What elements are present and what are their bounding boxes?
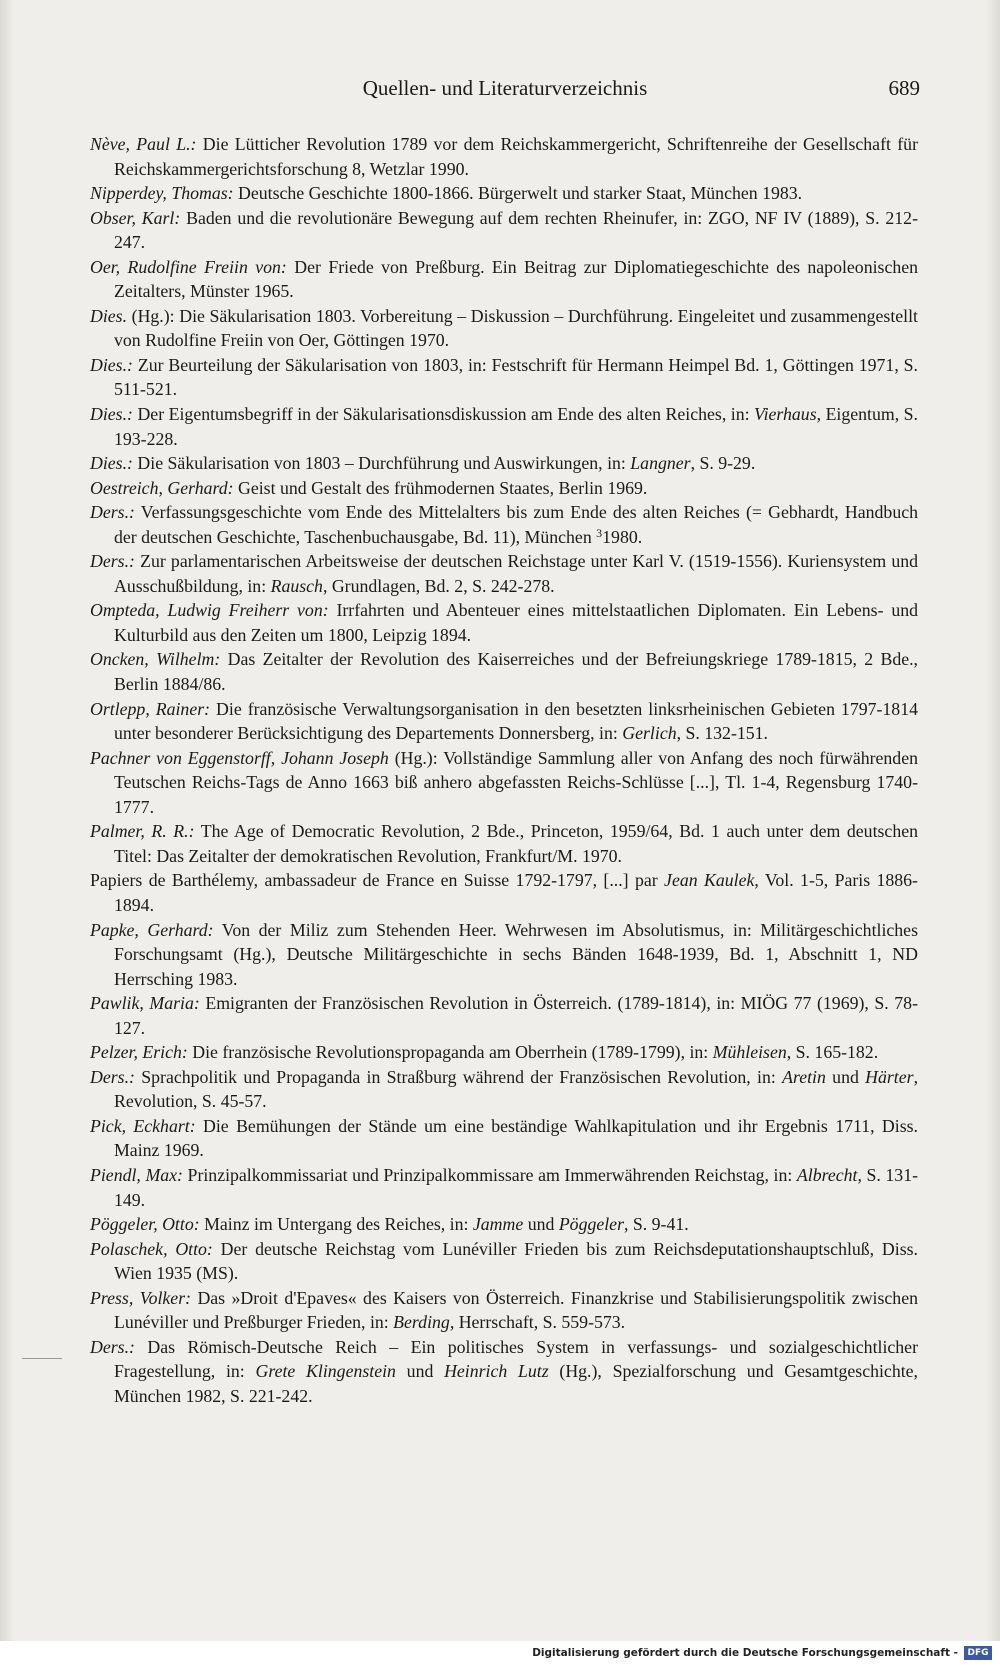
bibliography-entry [90,1286,918,1335]
bibliography-entry [90,991,918,1040]
entry-italic-text: Aretin [782,1066,826,1087]
entry-italic-text: Jean Kaulek [664,870,755,891]
entry-author: Pelzer, Erich: [90,1042,188,1063]
entry-text: Das »Droit d'Epaves« des Kaisers von Österreich. Finanzkrise und Stabilisierungspolitik zwischen Lunéviller und Preßburger Frieden, in: [114,1287,918,1333]
margin-mark [22,1358,62,1359]
entry-text: Zur Beurteilung der Säkularisation von 1803, in: Festschrift für Hermann Heimpel Bd. 1, Göttingen 1971, S. 511-521. [114,354,918,400]
bibliography-entry [90,918,918,992]
entry-text: Die französische Revolutionspropaganda am Oberrhein (1789-1799), in: [187,1042,713,1063]
entry-author: Oncken, Wilhelm: [90,649,221,670]
entry-author: Dies.: [90,354,133,375]
bibliography-entry [90,500,918,549]
entry-author: Ders.: [90,1066,135,1087]
entry-text: Der deutsche Reichstag vom Lunéviller Frieden bis zum Reichsdeputationshauptschluß, Diss. Wien 1935 (MS). [114,1238,918,1284]
entry-text: Emigranten der Französischen Revolution in Österreich. (1789-1814), in: MIÖG 77 (1969), S. 78-127. [114,993,918,1038]
footer-credit: Digitalisierung gefördert durch die Deutsche Forschungsgemeinschaft - [532,1647,958,1659]
entry-text: Der Eigentumsbegriff in der Säkularisationsdiskussion am Ende des alten Reiches, in: [132,404,755,425]
bibliography-entry [90,206,918,255]
entry-author: Dies.: [90,404,133,425]
entry-text: Prinzipalkommissariat und Prinzipalkommissare am Immerwährenden Reichstag, in: [182,1164,797,1185]
entry-text: Zur parlamentarischen Arbeitsweise der deutschen Reichstage unter Karl V. (1519-1556). Kuriensystem und Ausschußbildung, in: [114,551,918,596]
bibliography-entry [90,132,918,181]
bibliography-entry [90,353,918,402]
entry-text: Verfassungsgeschichte vom Ende des Mittelalters bis zum Ende des alten Reiches (= Gebhardt, Handbuch der deutschen Geschichte, Taschenbuchausgabe, Bd. 11), München [114,502,918,547]
bibliography-entry [90,181,918,206]
entry-text: und [395,1361,445,1382]
entry-author: Papke, Gerhard: [90,919,214,940]
entry-text: , S. 9-29. [690,453,756,474]
entry-author: Dies. [90,305,128,326]
entry-text: The Age of Democratic Revolution, 2 Bde., Princeton, 1959/64, Bd. 1 auch unter dem deutschen Titel: Das Zeitalter der demokratischen Revolution, Frankfurt/M. 1970. [114,821,918,866]
entry-author: Ortlepp, Rainer: [90,698,211,719]
entry-text: , S. 9-41. [624,1214,689,1235]
bibliography-entry [90,1065,918,1114]
entry-author: Pachner von Eggenstorff, Johann Joseph [90,747,389,768]
running-title: Quellen- und Literaturverzeichnis [362,76,648,100]
entry-text: , S. 165-182. [786,1042,879,1063]
page-number: 689 [888,76,920,100]
entry-text: , Revolution, S. 45-57. [114,1066,919,1112]
entry-text: Baden und die revolutionäre Bewegung auf dem rechten Rheinufer, in: ZGO, NF IV (1889), S. 212-247. [114,207,918,253]
entry-italic-text: Härter [865,1066,914,1087]
entry-text: Die Bemühungen der Stände um eine beständige Wahlkapitulation und ihr Ergebnis 1711, Diss. Mainz 1969. [114,1115,918,1161]
entry-author: Ders.: [90,551,135,572]
entry-text: Der Friede von Preßburg. Ein Beitrag zur Diplomatiegeschichte des napoleonischen Zeitalters, Münster 1965. [114,256,919,302]
entry-text: Irrfahrten und Abenteuer eines mittelstaatlichen Diplomaten. Ein Lebens- und Kulturbild aus den Zeiten um 1800, Leipzig 1894. [114,600,918,645]
bibliography-entry [90,819,918,868]
dfg-logo: DFG [964,1646,992,1660]
entry-text: , Herrschaft, S. 559-573. [449,1312,626,1333]
entry-author: Obser, Karl: [90,207,181,228]
entry-text: Die französische Verwaltungsorganisation in den besetzten linksrheinischen Gebieten 1797-1814 unter besonderer Berücksichtigung des Departements Donnersberg, in: [114,698,918,744]
bibliography-entry [90,1237,918,1286]
entry-text: Die Säkularisation von 1803 – Durchführung und Auswirkungen, in: [132,453,631,474]
entry-text: , S. 131-149. [114,1164,919,1210]
entry-text: (Hg.): Vollständige Sammlung aller von Anfang des noch fürwährenden Teutschen Reichs-Tags de Anno 1663 biß anhero abgefassten Reichs-Schlüsse [...], Tl. 1-4, Regensburg 1740-1777. [114,747,918,817]
bibliography-entry [90,304,918,353]
entry-text: Geist und Gestalt des frühmodernen Staates, Berlin 1969. [233,477,648,498]
entry-text: 1980. [602,526,643,547]
entry-superscript: 3 [596,525,603,540]
entry-author: Oer, Rudolfine Freiin von: [90,256,287,277]
bibliography-entry [90,1114,918,1163]
entry-italic-text: Grete Klingenstein [255,1361,396,1382]
bibliography-entry [90,1040,918,1065]
entry-author: Pick, Eckhart: [90,1115,196,1136]
bibliography-entry [90,476,918,501]
entry-italic-text: Berding [393,1312,450,1333]
bibliography-list [90,132,918,1408]
entry-italic-text: Jamme [472,1214,524,1235]
entry-italic-text: Pöggeler [558,1214,624,1235]
entry-author: Nève, Paul L.: [90,134,197,154]
entry-text: Sprachpolitik und Propaganda in Straßburg während der Französischen Revolution, in: [134,1066,783,1087]
bibliography-entry [90,1212,918,1237]
entry-italic-text: Langner [630,453,691,474]
entry-author: Polaschek, Otto: [90,1238,213,1259]
entry-italic-text: Heinrich Lutz [444,1361,549,1382]
bibliography-entry [90,255,918,304]
entry-text: und [523,1214,559,1235]
entry-author: Pawlik, Maria: [90,993,200,1014]
entry-author: Ompteda, Ludwig Freiherr von: [90,600,329,621]
entry-text: Papiers de Barthélemy, ambassadeur de France en Suisse 1792-1797, [...] par [90,870,665,891]
bibliography-entry [90,746,918,820]
entry-author: Palmer, R. R.: [90,821,195,842]
bibliography-entry [90,1163,918,1212]
entry-text: und [825,1066,866,1087]
entry-text: Das Zeitalter der Revolution des Kaiserreiches und der Befreiungskriege 1789-1815, 2 Bde., Berlin 1884/86. [114,649,918,695]
entry-text: (Hg.), Spezialforschung und Gesamtgeschichte, München 1982, S. 221-242. [114,1361,918,1406]
bibliography-entry [90,598,918,647]
entry-author: Dies.: [90,453,133,474]
bibliography-entry [90,402,918,451]
bibliography-entry [90,868,918,917]
entry-text: , Eigentum, S. 193-228. [114,404,918,449]
entry-author: Piendl, Max: [90,1164,183,1185]
entry-author: Pöggeler, Otto: [90,1214,200,1235]
entry-text: Die Lütticher Revolution 1789 vor dem Reichskammergericht, Schriftenreihe der Gesellschaft für Reichskammergerichtsforschung 8, Wetzlar 1990. [114,134,918,179]
entry-author: Ders.: [90,502,135,523]
entry-italic-text: Gerlich [622,723,677,744]
entry-author: Ders.: [90,1336,135,1357]
bibliography-entry [90,1335,918,1409]
entry-author: Nipperdey, Thomas: [90,183,234,204]
entry-author: Oestreich, Gerhard: [90,477,234,498]
entry-text: Deutsche Geschichte 1800-1866. Bürgerwelt und starker Staat, München 1983. [233,183,803,204]
entry-italic-text: Mühleisen [712,1042,787,1063]
bibliography-entry [90,647,918,696]
entry-italic-text: Rausch [270,575,323,596]
entry-text: Von der Miliz zum Stehenden Heer. Wehrwesen im Absolutismus, in: Militärgeschichtliches Forschungsamt (Hg.), Deutsche Militärgeschichte in sechs Bänden 1648-1939, Bd. 1, Abschnitt 1, ND Herrsching 1983. [114,919,918,989]
entry-text: , S. 132-151. [676,723,768,744]
entry-text: Das Römisch-Deutsche Reich – Ein politisches System in verfassungs- und sozialgeschichtlicher Fragestellung, in: [114,1336,918,1382]
bibliography-entry [90,451,918,476]
entry-text: , Vol. 1-5, Paris 1886-1894. [114,870,918,915]
entry-text: (Hg.): Die Säkularisation 1803. Vorbereitung – Diskussion – Durchführung. Eingeleitet und zusammengestellt von Rudolfine Freiin von Oer, Göttingen 1970. [114,305,918,351]
entry-italic-text: Albrecht [796,1164,858,1185]
entry-text: Mainz im Untergang des Reiches, in: [199,1214,473,1235]
bibliography-entry [90,549,918,598]
bibliography-entry [90,697,918,746]
entry-italic-text: Vierhaus [754,404,817,425]
entry-author: Press, Volker: [90,1287,192,1308]
entry-text: , Grundlagen, Bd. 2, S. 242-278. [322,575,555,596]
running-header [90,76,920,106]
